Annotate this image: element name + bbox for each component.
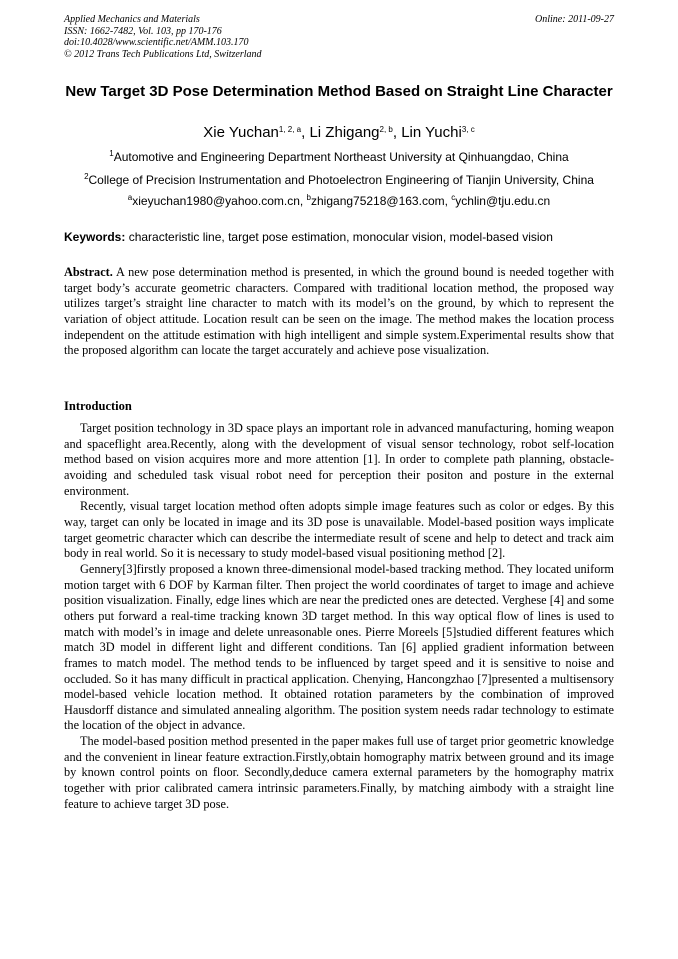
affiliation-sup: 2 xyxy=(84,172,89,181)
online-date: Online: 2011-09-27 xyxy=(535,14,614,25)
abstract-label: Abstract. xyxy=(64,265,113,279)
section-heading: Introduction xyxy=(64,399,132,413)
affiliation-text: College of Precision Instrumentation and Photoelectron Engineering of Tianjin University, China xyxy=(88,173,594,187)
author-name: Li Zhigang xyxy=(309,124,380,141)
email: xieyuchan1980@yahoo.com.cn, xyxy=(132,194,307,208)
paragraph: Target position technology in 3D space plays an important role in advanced manufacturing, homing weapon and spaceflight area.Recently, along with the development of visual sensor technology, robot self-location method based on vision acquires more and more attention [1]. In order to complete path planning, obstacle-avoiding and scheduled task visual robot need for perception their positon and posture in the external environment. xyxy=(64,421,614,498)
journal-header xyxy=(64,14,614,60)
email: ychlin@tju.edu.cn xyxy=(455,194,551,208)
paragraph: Gennery[3]firstly proposed a known three-dimensional model-based tracking method. They located uniform motion target with 6 DOF by Karman filter. Then project the world coordinates of target to image and achieve position visualization. Finally, edge lines which are near the predicted ones are detected. Verghese [4] and some others put forward a real-time tracking known 3D target method. In this way optical flow of lines is used to match with model’s in image and delete unreasonable ones. Pierre Moreels [5]studied different features which match 3D model in different light and different conditions. Tan [6] applied gradient information between frames to match model. The method tends to be influenced by target speed and it is sensitive to noise and occluded. So it has many difficult in practical application. Chenying, Hancongzhao [7]presented a multisensory model-based vehicle location method. It obtained rotation parameters by the combination of improved Hausdorff distance and simulated annealing algorithm. The position system needs radar technology to estimate the location of the object in advance. xyxy=(64,561,614,733)
keywords xyxy=(64,230,614,244)
author-sup: 1, 2, a xyxy=(278,125,302,134)
email-sup: a xyxy=(127,193,133,202)
copyright: © 2012 Trans Tech Publications Ltd, Switzerland xyxy=(64,48,262,60)
affiliation xyxy=(64,173,614,187)
author-name: Lin Yuchi xyxy=(401,124,462,141)
keywords-label: Keywords: xyxy=(64,230,126,244)
email: zhigang75218@163.com, xyxy=(311,194,452,208)
author-sup: 3, c xyxy=(461,125,475,134)
abstract-text: A new pose determination method is presented, in which the ground bound is needed together with target body’s accurate geometric characters. Compared with traditional location method, the proposed way utilizes target’s straight line character to match with its model’s on the ground, by which to represent the variation of object attitude. Location result can be seen on the image. The method makes the location process independent on the attitude estimation with high intelligent and simple system.Experimental results show that the proposed algorithm can locate the target accurately and achieve pose visualization. xyxy=(64,265,614,358)
email-list xyxy=(64,194,614,208)
author-sup: 2, b xyxy=(379,125,393,134)
affiliation-sup: 1 xyxy=(109,149,114,158)
journal-name: Applied Mechanics and Materials xyxy=(64,14,200,25)
email-sup: c xyxy=(451,193,456,202)
affiliation-text: Automotive and Engineering Department Northeast University at Qinhuangdao, China xyxy=(113,150,569,164)
email-sup: b xyxy=(306,193,311,202)
issn: ISSN: 1662-7482, Vol. 103, pp 170-176 xyxy=(64,25,222,37)
abstract xyxy=(64,265,614,359)
introduction-body xyxy=(64,421,614,812)
paragraph: Recently, visual target location method often adopts simple image features such as color or edges. By this way, target can only be located in image and its 3D pose is unavailable. Model-based position ways implicate target geometric character which can describe the intermediate result of scene and help to detect and track aim body in real world. So it is necessary to study model-based visual positioning method [2]. xyxy=(64,499,614,561)
doi: doi:10.4028/www.scientific.net/AMM.103.170 xyxy=(64,37,249,48)
author-list: Xie Yuchan$^{1, 2, a}$, Li Zhigang$^{2, b}$, Lin Yuchi$^{3, c}$ xyxy=(203,124,475,141)
author-name: Xie Yuchan xyxy=(203,124,279,141)
paper-title: New Target 3D Pose Determination Method Based on Straight Line Character xyxy=(65,83,613,100)
keywords-text: characteristic line, target pose estimation, monocular vision, model-based vision xyxy=(125,230,553,244)
affiliation xyxy=(64,150,614,164)
paragraph: The model-based position method presented in the paper makes full use of target prior geometric knowledge and the convenient in linear feature extraction.Firstly,obtain homography matrix between ground and its image by known control points on floor. Secondly,deduce camera external parameters by the homography matrix together with prior calibrated camera intrinsic parameters.Finally, by matching aimbody with a straight line feature to achieve target 3D pose. xyxy=(64,734,614,811)
